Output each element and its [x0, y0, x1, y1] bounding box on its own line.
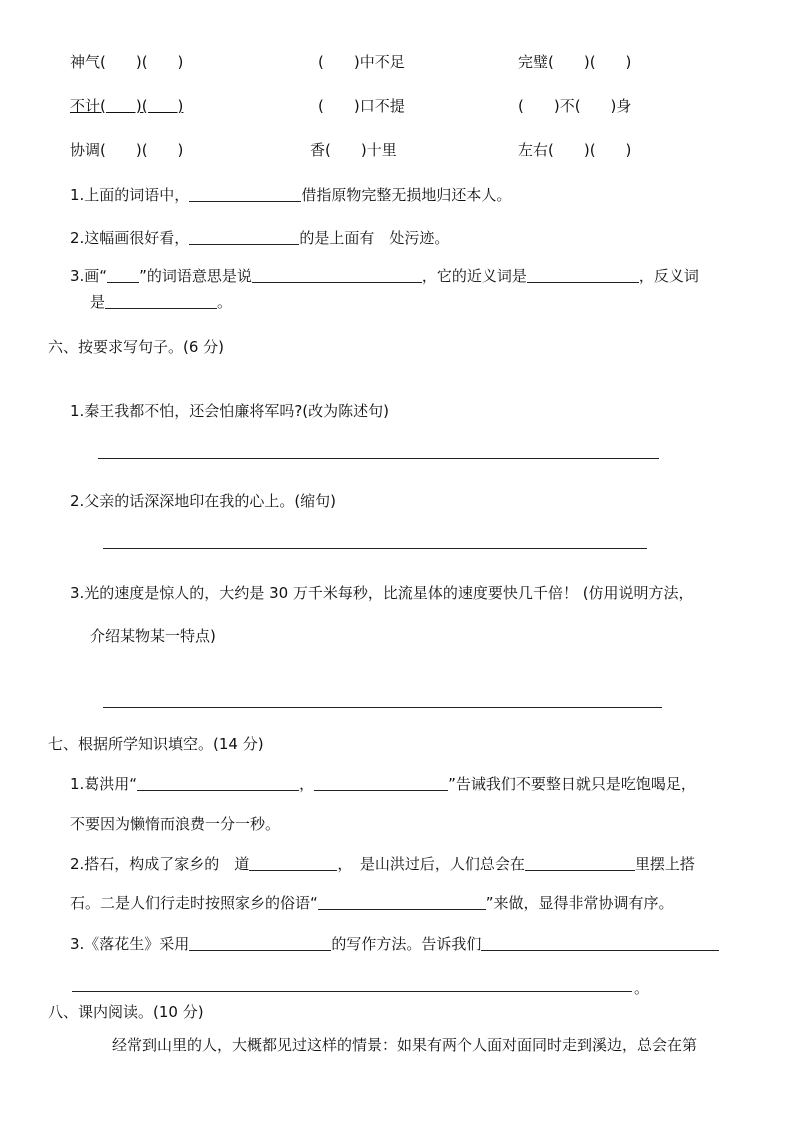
question-text: ， — [299, 775, 315, 793]
word-item: 左右( )( ) — [518, 141, 632, 159]
word-item: 完璧( )( ) — [518, 53, 632, 71]
answer-blank[interactable] — [318, 893, 486, 910]
word-item: 不计( )( ) — [70, 97, 184, 115]
answer-blank[interactable] — [189, 185, 301, 202]
answer-blank[interactable] — [107, 266, 139, 283]
question-text: ， 是山洪过后，人们总会在 — [337, 855, 525, 873]
question-text: ，它的近义词是 — [421, 267, 527, 285]
answer-line[interactable] — [98, 458, 659, 459]
reading-passage: 经常到山里的人，大概都见过这样的情景：如果有两个人面对面同时走到溪边，总会在第 — [112, 1036, 698, 1054]
answer-blank[interactable] — [189, 228, 299, 245]
question-text: 1.秦王我都不怕，还会怕廉将军吗?(改为陈述句) — [70, 402, 389, 420]
question-line — [70, 774, 696, 794]
question-text: 借指原物完整无损地归还本人。 — [301, 186, 512, 204]
question-text: 的是上面有 处污迹。 — [299, 229, 450, 247]
answer-blank[interactable] — [527, 266, 639, 283]
question-text: 1.葛洪用“ — [70, 775, 138, 793]
word-item: 神气( )( ) — [70, 53, 184, 71]
question-line — [70, 228, 449, 248]
question-line — [70, 266, 699, 286]
answer-line[interactable] — [72, 991, 632, 992]
section-title: 六、按要求写句子。(6 分) — [48, 338, 225, 356]
question-text: 2.父亲的话深深地印在我的心上。(缩句) — [70, 492, 337, 510]
question-line — [70, 893, 674, 913]
answer-line[interactable] — [103, 548, 647, 549]
answer-blank[interactable] — [137, 774, 299, 791]
word-item: ( )不( )身 — [518, 97, 632, 115]
question-line — [70, 854, 695, 874]
answer-blank[interactable] — [189, 934, 331, 951]
answer-blank[interactable] — [249, 854, 337, 871]
question-text: 介绍某物某一特点) — [90, 627, 216, 645]
question-text: 是 — [90, 293, 106, 311]
question-text: 3.《落花生》采用 — [70, 935, 190, 953]
word-item: 香( )十里 — [310, 141, 397, 159]
answer-line[interactable] — [103, 707, 662, 708]
answer-blank[interactable] — [105, 292, 217, 309]
answer-blank[interactable] — [314, 774, 448, 791]
answer-blank[interactable] — [525, 854, 635, 871]
question-text: 里摆上搭 — [634, 855, 695, 873]
question-line — [70, 185, 511, 205]
question-text: ”来做，显得非常协调有序。 — [485, 894, 674, 912]
question-text: 。 — [634, 979, 650, 997]
question-text: 1.上面的词语中， — [70, 186, 190, 204]
question-text: 石。二是人们行走时按照家乡的俗语“ — [70, 894, 318, 912]
section-title: 八、课内阅读。(10 分) — [48, 1003, 204, 1021]
answer-blank[interactable] — [481, 934, 719, 951]
word-item: 协调( )( ) — [70, 141, 184, 159]
question-text: 2.这幅画很好看， — [70, 229, 190, 247]
question-text: ”的词语意思是说 — [139, 267, 252, 285]
answer-blank[interactable] — [252, 266, 422, 283]
question-text: 不要因为懒惰而浪费一分一秒。 — [70, 815, 281, 833]
question-text: 的写作方法。告诉我们 — [331, 935, 482, 953]
question-text: ，反义词 — [638, 267, 699, 285]
question-line — [90, 292, 232, 312]
section-title: 七、根据所学知识填空。(14 分) — [48, 735, 264, 753]
word-item: ( )口不提 — [318, 97, 405, 115]
question-text: 3.光的速度是惊人的，大约是 30 万千米每秒，比流星体的速度要快几千倍！ (仿用说明方法， — [70, 584, 694, 602]
question-text: 。 — [217, 293, 233, 311]
word-item: ( )中不足 — [318, 53, 405, 71]
question-text: 2.搭石，构成了家乡的 道 — [70, 855, 250, 873]
question-text: ”告诫我们不要整日就只是吃饱喝足， — [448, 775, 696, 793]
question-line — [70, 934, 719, 954]
question-text: 3.画“ — [70, 267, 108, 285]
